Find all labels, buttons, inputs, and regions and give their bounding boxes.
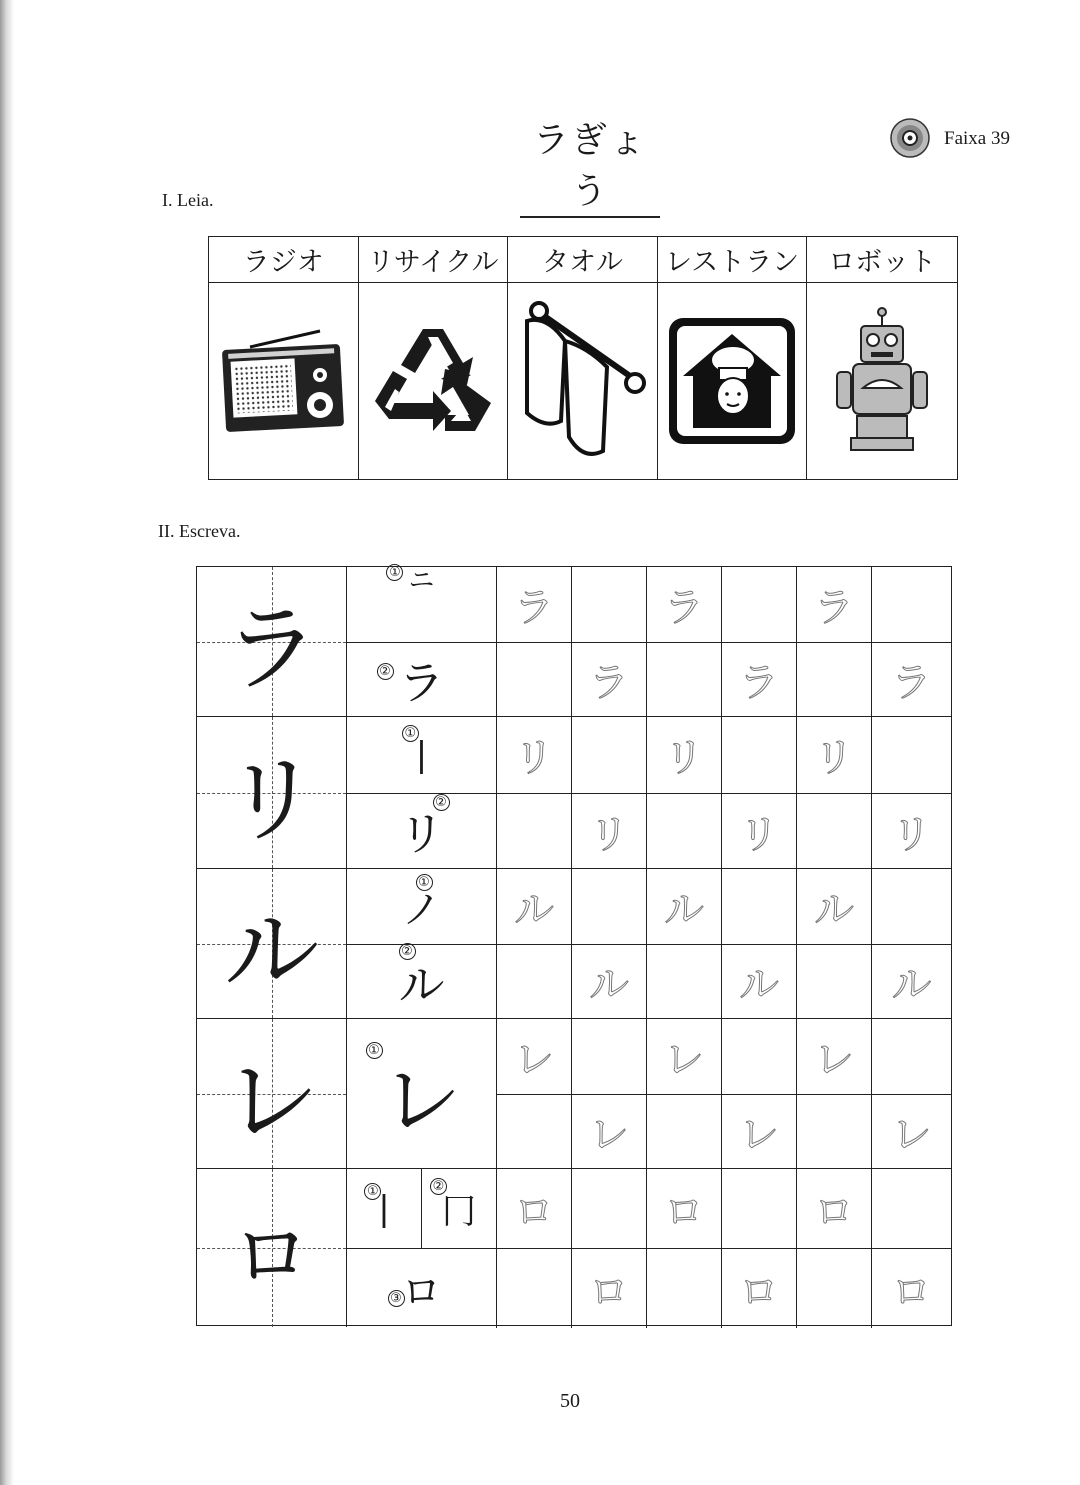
trace-cell[interactable]: ロ xyxy=(572,1249,647,1328)
trace-cell[interactable]: ロ xyxy=(891,1269,932,1315)
towel-picture xyxy=(508,283,658,479)
blank-cell[interactable] xyxy=(572,1169,647,1248)
blank-cell[interactable] xyxy=(497,794,572,870)
stroke-step-2: ② 冂 xyxy=(422,1169,497,1248)
recycle-picture xyxy=(359,283,509,479)
trace-cell[interactable]: ラ xyxy=(497,567,572,642)
blank-cell[interactable] xyxy=(647,1095,722,1170)
practice-row-ru xyxy=(197,869,951,1019)
word-robot: ロボット xyxy=(807,237,957,283)
blank-cell[interactable] xyxy=(647,945,722,1020)
blank-cell[interactable] xyxy=(722,1169,797,1248)
restaurant-picture xyxy=(658,283,808,479)
trace-cell[interactable]: ル xyxy=(722,945,797,1020)
blank-cell[interactable] xyxy=(647,1249,722,1328)
stroke-step-1: ① ニ xyxy=(347,567,497,642)
blank-cell[interactable] xyxy=(647,643,722,718)
robot-icon xyxy=(827,306,937,456)
trace-cell[interactable]: ラ xyxy=(891,660,932,707)
trace-cell[interactable]: ラ xyxy=(647,567,722,642)
cd-icon xyxy=(890,118,930,158)
blank-cell[interactable] xyxy=(572,567,647,642)
section-escreva-label: II. Escreva. xyxy=(158,521,241,541)
trace-cell[interactable]: レ xyxy=(797,1019,872,1094)
trace-cell[interactable]: ル xyxy=(797,869,872,944)
stroke-step-2: ② ラ xyxy=(347,643,497,718)
trace-cell[interactable]: ル xyxy=(891,962,932,1009)
trace-cell[interactable]: ロ xyxy=(797,1169,872,1248)
blank-cell[interactable] xyxy=(722,869,797,944)
blank-cell[interactable] xyxy=(572,717,647,793)
blank-cell[interactable] xyxy=(797,794,872,870)
track-label: Faixa 39 xyxy=(944,128,1010,149)
page-number: 50 xyxy=(560,1390,580,1412)
page-title: ラぎょう xyxy=(520,112,660,218)
trace-cell[interactable]: ル xyxy=(572,945,647,1020)
model-char-ra: ラ xyxy=(197,567,347,716)
blank-cell[interactable] xyxy=(872,1019,951,1094)
writing-grid xyxy=(196,566,952,1326)
trace-cell[interactable]: リ xyxy=(797,717,872,793)
trace-cell[interactable]: レ xyxy=(722,1095,797,1170)
robot-picture xyxy=(807,283,957,479)
section-leia-label: I. Leia. xyxy=(162,190,214,210)
trace-cell[interactable]: ル xyxy=(647,869,722,944)
reading-table xyxy=(208,236,958,480)
model-char-ri: リ xyxy=(197,717,347,868)
trace-cell[interactable]: レ xyxy=(572,1095,647,1170)
model-char-re: レ xyxy=(197,1019,347,1168)
word-radio: ラジオ xyxy=(209,237,359,283)
practice-row-ra xyxy=(197,564,951,717)
stroke-step-2: ② リ xyxy=(347,794,497,870)
blank-cell[interactable] xyxy=(797,1095,872,1170)
blank-cell[interactable] xyxy=(572,869,647,944)
stroke-step-1: ① レ xyxy=(347,1019,497,1168)
model-char-ru: ル xyxy=(197,869,347,1018)
blank-cell[interactable] xyxy=(647,794,722,870)
practice-row-ro xyxy=(197,1169,951,1327)
restaurant-icon xyxy=(667,316,797,446)
trace-cell[interactable]: リ xyxy=(647,717,722,793)
blank-cell[interactable] xyxy=(722,717,797,793)
page-edge-shadow xyxy=(0,0,14,1485)
blank-cell[interactable] xyxy=(872,869,951,944)
towel-icon xyxy=(517,301,647,461)
radio-picture xyxy=(209,283,359,479)
stroke-step-1: ① | xyxy=(347,1169,422,1248)
blank-cell[interactable] xyxy=(497,643,572,718)
trace-cell[interactable]: ロ xyxy=(647,1169,722,1248)
stroke-step-3: ③ ロ xyxy=(347,1249,497,1328)
blank-cell[interactable] xyxy=(722,567,797,642)
trace-cell[interactable]: ロ xyxy=(497,1169,572,1248)
word-towel: タオル xyxy=(508,237,658,283)
trace-cell[interactable]: リ xyxy=(722,794,797,870)
blank-cell[interactable] xyxy=(872,567,951,642)
blank-cell[interactable] xyxy=(497,1249,572,1328)
blank-cell[interactable] xyxy=(797,1249,872,1328)
trace-cell[interactable]: ロ xyxy=(722,1249,797,1328)
stroke-step-1: ① ノ xyxy=(347,869,497,944)
trace-cell[interactable]: ラ xyxy=(797,567,872,642)
trace-cell[interactable]: レ xyxy=(891,1112,932,1159)
trace-cell[interactable]: レ xyxy=(647,1019,722,1094)
blank-cell[interactable] xyxy=(797,945,872,1020)
blank-cell[interactable] xyxy=(722,1019,797,1094)
practice-row-ri xyxy=(197,717,951,869)
trace-cell[interactable]: リ xyxy=(572,794,647,870)
trace-cell[interactable]: レ xyxy=(497,1019,572,1094)
blank-cell[interactable] xyxy=(572,1019,647,1094)
blank-cell[interactable] xyxy=(872,1169,951,1248)
word-restaurant: レストラン xyxy=(658,237,808,283)
stroke-step-1: ① | xyxy=(347,717,497,793)
trace-cell[interactable]: ラ xyxy=(722,643,797,718)
radio-icon xyxy=(220,329,346,433)
word-recycle: リサイクル xyxy=(359,237,509,283)
blank-cell[interactable] xyxy=(797,643,872,718)
blank-cell[interactable] xyxy=(872,717,951,793)
blank-cell[interactable] xyxy=(497,1095,572,1170)
trace-cell[interactable]: リ xyxy=(497,717,572,793)
practice-row-re xyxy=(197,1019,951,1169)
recycle-icon xyxy=(371,319,495,443)
trace-cell[interactable]: ル xyxy=(497,869,572,944)
model-char-ro: ロ xyxy=(197,1169,347,1327)
trace-cell[interactable]: ラ xyxy=(572,643,647,718)
trace-cell[interactable]: リ xyxy=(891,811,932,858)
blank-cell[interactable] xyxy=(497,945,572,1020)
stroke-step-2: ② ル xyxy=(347,945,497,1020)
